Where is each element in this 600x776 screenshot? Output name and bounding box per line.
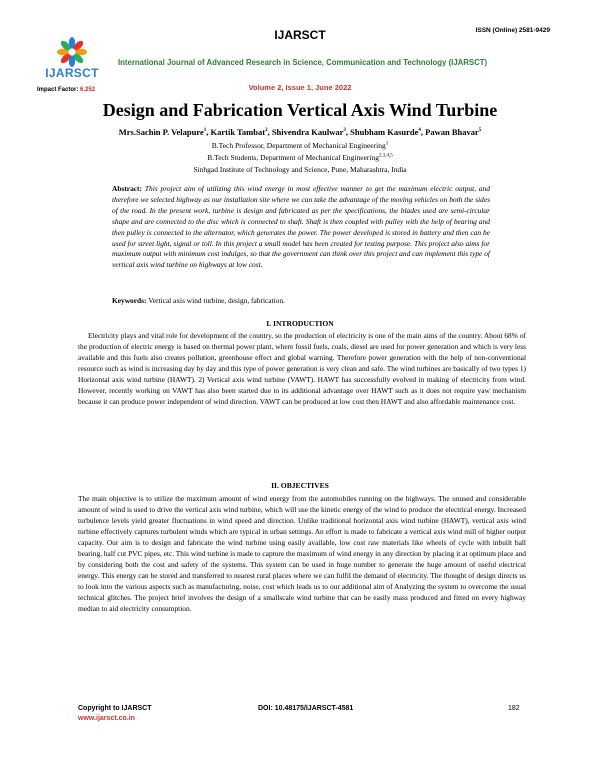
- abstract-label: Abstract:: [112, 184, 142, 193]
- affiliation-students: B.Tech Students, Department of Mechanical Engineering$^{2,3,4,5}$: [207, 153, 393, 162]
- objectives-text: The main objective is to utilize the maximum amount of wind energy from the automobiles running on the highways. The unused and considerable amount of wind is used to drive the vertical axis wind turbine, which will use the kinetic energy of the wind to produce the electrical energy. Increased turbulence levels yield greater fluctuations in wind speed and direction. Unlike traditional horizontal axis wind turbine (HAWT), vertical axis wind turbine effectively captures turbulent winds which are typical in urban settings. An effort is made to fabricate a vertical axis wind mill of higher output capacity. Our aim is to design and fabricate the wind turbine using easily available, low cost raw materials like wheels of cycle with inbuilt ball bearing, half cut PVC pipes, etc. This wind turbine is made to capture the maximum of wind energy in any direction by placing it at optimum place and by considering both the cost and safety of the systems. This system can be used in huge number to generate the huge amount of useful electrical energy. This energy can be stored and transferred to nearest rural places where we can fulfil the demand of electricity. The thought of design directs us to look into the various aspects such as manufacturing, noise, cost which leads us to our additional aim of Analyzing the system to overcome the usual technical glitches. The project brief involves the design of a smallscale wind turbine that can be easily mass produced and fitted on every highway median to aid electricity consumption.: [78, 494, 526, 613]
- volume-issue: Volume 2, Issue 1, June 2022: [248, 83, 352, 92]
- page-number: 182: [508, 705, 520, 712]
- keywords-label: Keywords:: [112, 296, 147, 305]
- impact-label: Impact Factor:: [37, 87, 79, 93]
- author-name: Shubham Kasurde: [350, 127, 419, 137]
- abstract-text: This project aim of utilizing this wind energy in most effective manner to get the maximum electric output, and therefore we selected highway as our installation site where we can take the advantage of the moving vehicles on both the sides of the road. In the present work, turbine is design and fabricated as per the specifications, the blades used are semi-circular shape and are connected to the disc which is connected to shaft. Shaft is then coupled with pulley with the help of bearing and then pulley is connected to the alternator, which generates the power. The power developed is stored in battery and then can be used for street light, signal or toll. In this project a small model has been created for testing purpose. This project also aims for maximum output with minimum cost indulges, so that the government can think over this project and can implement this type of vertical axis wind turbine on highways at low cost.: [112, 184, 490, 270]
- author-name: Mrs.Sachin P. Velapure: [118, 127, 204, 137]
- keywords: [112, 296, 285, 305]
- author-name: Kartik Tambat: [210, 127, 266, 137]
- keywords-text: Vertical axis wind turbine, design, fabrication.: [148, 296, 285, 305]
- footer-doi: DOI: 10.48175/IJARSCT-4581: [258, 705, 354, 712]
- footer-copyright: Copyright to IJARSCT: [78, 705, 152, 712]
- author-list: Mrs.Sachin P. Velapure$^1$, Kartik Tambat$^2$, Shivendra Kaulwar$^3$, Shubham Kasurde$^4$, Pawan Bhavar$^5$: [118, 127, 482, 137]
- abstract: [112, 184, 490, 271]
- section-heading-objectives: II. OBJECTIVES: [271, 481, 329, 490]
- footer-website-link[interactable]: www.ijarsct.co.in: [78, 715, 135, 722]
- section-heading-introduction: I. INTRODUCTION: [266, 319, 334, 328]
- journal-full-title: International Journal of Advanced Research in Science, Communication and Technology (IJARSCT): [118, 58, 488, 67]
- affiliation-institute: Sinhgad Institute of Technology and Science, Pune, Maharashtra, India: [193, 165, 407, 174]
- paper-title: Design and Fabrication Vertical Axis Wind Turbine: [102, 100, 498, 120]
- author-name: Pawan Bhavar: [425, 127, 479, 137]
- introduction-text: Electricity plays and vital role for development of the country, so the production of electricity is one of the main aims of the country. About 68% of the production of electric energy is based on thermal power plant, where fossil fuels, coals, diesel are used for power generation and which is very less available and this fuels also creates pollution, greenhouse effect and global warning. Therefore power generation with the help of non-conventional resource such as wind is increasing day by day and this type of power generation is very clean and safe. The wind turbines are basically of two types 1) Horizontal axis wind turbine (HAWT). 2) Vertical axis wind turbine (VAWT). HAWT has successfully evolved in making of electricity from wind. However, recently working on VAWT has also been started due to its additional advantage over HAWT such as it does not require yaw mechanism because it can produce power independent of wind direction. VAWT can be produced at low cost then HAWT and also affordable maintenance cost.: [78, 331, 526, 406]
- logo-text: IJARSCT: [45, 66, 99, 80]
- affiliation-professor: B.Tech Professor, Department of Mechanical Engineering$^1$: [211, 141, 389, 150]
- journal-short-title: IJARSCT: [274, 28, 326, 42]
- author-name: Shivendra Kaulwar: [271, 127, 344, 137]
- impact-value: 6.252: [80, 87, 96, 93]
- issn-label: ISSN (Online) 2581-9429: [475, 27, 550, 34]
